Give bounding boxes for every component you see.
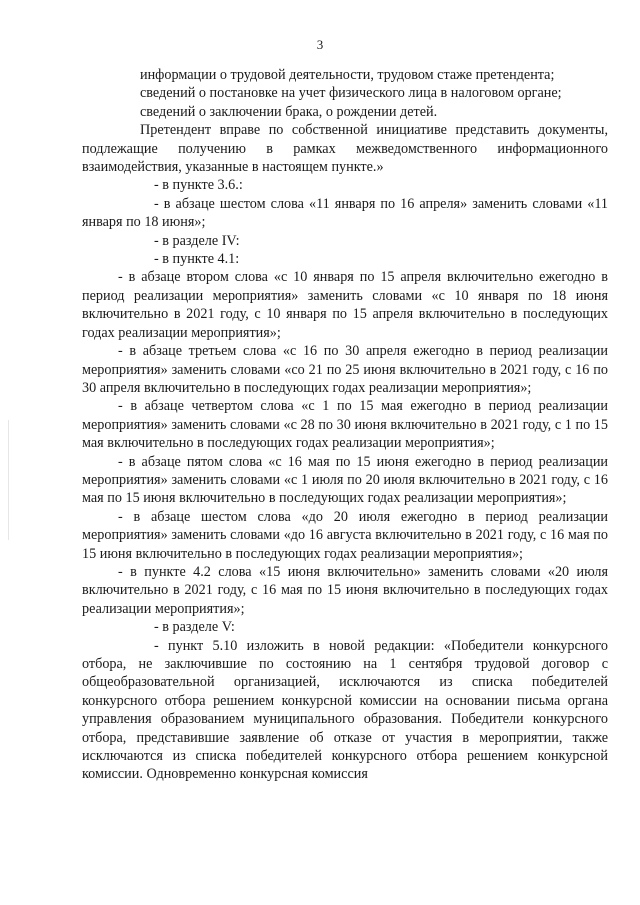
- document-body: [82, 66, 608, 784]
- paragraph-p7: - в разделе IV:: [154, 232, 240, 249]
- scan-edge-mark: [8, 420, 9, 540]
- paragraph-p6: - в абзаце шестом слова «11 января по 16 апреля» заменить словами «11 января по 18 июня»;: [82, 195, 608, 231]
- paragraph-p8: - в пункте 4.1:: [154, 251, 240, 268]
- paragraph-p11: - в абзаце четвертом слова «с 1 по 15 мая ежегодно в период реализации мероприятия» заменить словами «с 28 по 30 июня включительно в 2021 году, с 1 по 15 мая включительно в последующих годах реализации мероприятия»;: [82, 398, 608, 452]
- paragraph-p13: - в абзаце шестом слова «до 20 июля ежегодно в период реализации мероприятия» заменить словами «до 16 августа включительно в 2021 году, с 16 мая по 15 июня включительно в последующих годах реализации мероприятия»;: [82, 508, 608, 562]
- paragraph-p9: - в абзаце втором слова «с 10 января по 15 апреля включительно ежегодно в период реализации мероприятия» заменить словами «с 10 января по 18 июня включительно в 2021 году, с 10 января по 15 апреля включительно в последующих годах реализации мероприятия»;: [82, 269, 608, 341]
- paragraph-p10: - в абзаце третьем слова «с 16 по 30 апреля ежегодно в период реализации мероприятия» заменить словами «со 21 по 25 июня включительно в 2021 году, с 16 по 30 апреля включительно в последующих годах реализации мероприятия»;: [82, 343, 608, 396]
- page-number: 3: [316, 37, 324, 52]
- paragraph-p15: - в разделе V:: [154, 619, 235, 636]
- paragraph-p12: - в абзаце пятом слова «с 16 мая по 15 июня ежегодно в период реализации мероприятия» заменить словами «с 1 июля по 20 июля включительно в 2021 году, с 16 мая по 15 июня включительно в последующих годах реализации мероприятия»;: [82, 453, 608, 507]
- paragraph-p2: сведений о постановке на учет физического лица в налоговом органе;: [140, 85, 562, 102]
- paragraph-p4: Претендент вправе по собственной инициативе представить документы, подлежащие получению в рамках межведомственного информационного взаимодействия, указанные в настоящем пункте.»: [82, 122, 608, 176]
- paragraph-p14: - в пункте 4.2 слова «15 июня включительно» заменить словами «20 июля включительно в 2021 году, с 16 мая по 15 июня включительно в последующих годах реализации мероприятия»;: [82, 563, 608, 617]
- paragraph-p5: - в пункте 3.6.:: [154, 177, 243, 194]
- paragraph-p1: информации о трудовой деятельности, трудовом стаже претендента;: [140, 67, 555, 83]
- paragraph-p16: - пункт 5.10 изложить в новой редакции: «Победители конкурсного отбора, не заключившие по состоянию на 1 сентября трудовой договор с общеобразовательной организацией, исключаются из списка победителей конкурсного отбора решением конкурсной комиссии на основании письма органа управления образованием муниципального образования. Победители конкурсного отбора, представившие заявление об отказе от участия в мероприятии, также исключаются из списка победителей конкурсного отбора решением конкурсной комиссии. Одновременно конкурсная комиссия: [82, 637, 608, 783]
- paragraph-p3: сведений о заключении брака, о рождении детей.: [140, 103, 438, 120]
